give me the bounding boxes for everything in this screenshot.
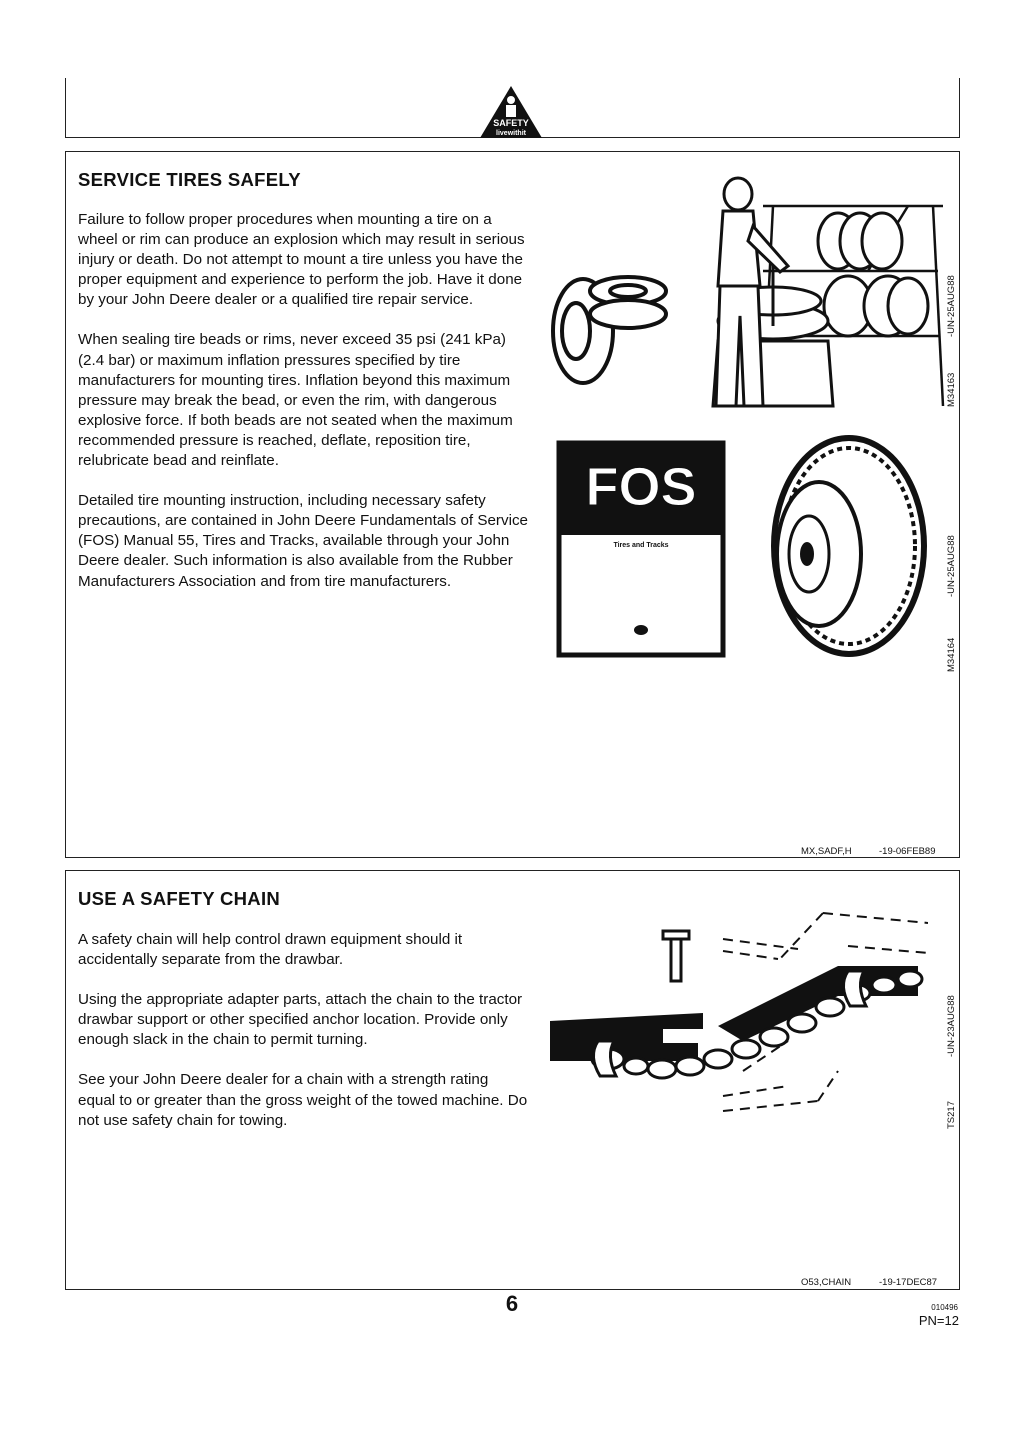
image-code-b: -UN-25AUG88 [946,275,957,337]
footer-code-b: -19-17DEC87 [879,1277,938,1288]
document-code: 010496 [931,1303,958,1312]
paragraph: A safety chain will help control drawn equipment should it accidentally separate from the drawbar. [78,931,463,969]
fos-label: FOS [585,457,697,517]
footer-code-a: MX,SADF,H [801,846,852,857]
logo-text-bottom: livewithit [496,130,526,137]
paragraph: See your John Deere dealer for a chain with a strength rating equal to or greater than the gross weight of the towed machine. Do not use safety chain for towing. [78,1071,528,1129]
image-code-b: -UN-23AUG88 [946,995,957,1057]
paragraph: Using the appropriate adapter parts, attach the chain to the tractor drawbar support or other specified anchor location. Provide only enough slack in the chain to permit turning. [78,991,523,1049]
safety-alert-logo [478,84,544,140]
page-pn: PN=12 [918,1313,959,1328]
footer-code-b: -19-06FEB89 [879,846,936,857]
section-title: SERVICE TIRES SAFELY [78,169,301,190]
section-body [78,930,528,1151]
image-code-a: M34163 [946,372,957,407]
section-title: USE A SAFETY CHAIN [78,888,281,909]
section-body [78,210,528,612]
safety-chain-illustration [548,901,928,1131]
paragraph: Failure to follow proper procedures when mounting a tire on a wheel or rim can produce an explosion which may result in serious injury or death. Do not attempt to mount a tire unless you have the proper equipment and experience to perform the job. Have it done by your John Deere dealer or a qualified tire repair service. [78,211,525,309]
section-safety-chain [65,870,960,1290]
section-service-tires [65,151,960,858]
tire-mounting-illustration [548,166,948,416]
image-code-a: TS217 [946,1101,957,1129]
footer-code-a: O53,CHAIN [801,1277,852,1288]
logo-text-top: SAFETY [493,118,529,128]
fos-subtitle: Tires and Tracks [613,542,669,549]
tire-illustration [749,434,929,659]
paragraph: When sealing tire beads or rims, never exceed 35 psi (241 kPa) (2.4 bar) or maximum inflation pressures specified by tire manufacturers for mounting tires. Inflation beyond this maximum pressure may break the bead, or even the rim, with dangerous explosive force. If both beads are not seated when the maximum recommended pressure is reached, deflate, reposition tire, relubricate bead and reinflate. [78,331,513,470]
image-code-a: M34164 [946,637,957,672]
paragraph: Detailed tire mounting instruction, including necessary safety precautions, are contained in John Deere Fundamentals of Service (FOS) Manual 55, Tires and Tracks, available through your John Deere dealer. Such information is also available from the Rubber Manufacturers Association and from tire manufacturers. [78,492,528,590]
page-number: 6 [505,1291,519,1316]
image-code-b: -UN-25AUG88 [946,535,957,597]
fos-manual-illustration [556,440,726,658]
